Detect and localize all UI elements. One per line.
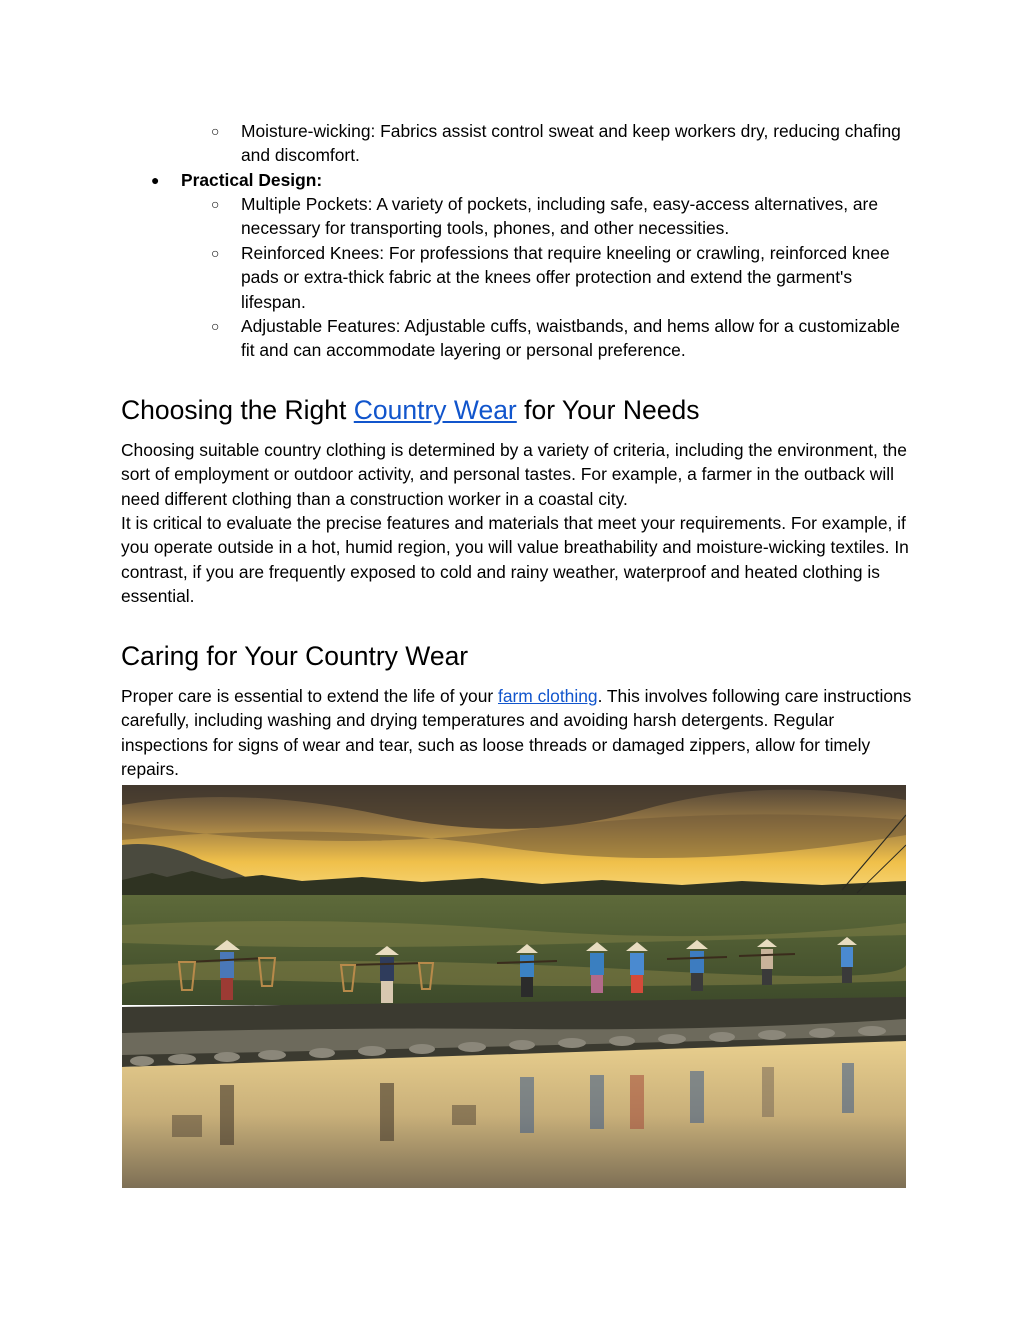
paragraph-evaluate-features: It is critical to evaluate the precise features and materials that meet your requirements. For example, if you operate outside in a hot, humid region, you will value breathability and moisture-wicking textiles. In contrast, if you are frequently exposed to cold and rainy weather, waterproof and heated clothing is essential. [121, 513, 909, 606]
list-item-multiple-pockets: ○ Multiple Pockets: A variety of pockets, including safe, easy-access alternatives, are necessary for transporting tools, phones, and other necessities. [211, 194, 878, 239]
hollow-bullet-icon: ○ [211, 318, 220, 334]
list-item-practical-design: ● Practical Design: [181, 168, 881, 192]
list-item-moisture-wicking: ○ Moisture-wicking: Fabrics assist control sweat and keep workers dry, reducing chafing and discomfort. [211, 121, 901, 166]
country-wear-link[interactable]: Country Wear [353, 395, 517, 425]
salt-field-workers-photo [122, 785, 906, 1188]
photo-illustration [122, 785, 906, 1188]
list-item-reinforced-knees: ○ Reinforced Knees: For professions that require kneeling or crawling, reinforced knee pads or extra-thick fabric at the knees offer protection and extend the garment's lifespan. [211, 243, 890, 312]
hollow-bullet-icon: ○ [211, 196, 220, 212]
hollow-bullet-icon: ○ [211, 245, 220, 261]
paragraph-caring: Proper care is essential to extend the life of your farm clothing. This involves following care instructions carefully, including washing and drying temperatures and avoiding harsh detergents. Regular inspections for signs of wear and tear, such as loose threads or damaged zippers, allow for timely repairs. [121, 686, 912, 779]
farm-clothing-link[interactable]: farm clothing [498, 686, 598, 706]
hollow-bullet-icon: ○ [211, 123, 220, 139]
filled-bullet-icon: ● [151, 172, 160, 188]
paragraph-choosing-criteria: Choosing suitable country clothing is determined by a variety of criteria, including the environment, the sort of employment or outdoor activity, and personal tastes. For example, a farmer in the outback will need different clothing than a construction worker in a coastal city. [121, 440, 907, 509]
list-item-adjustable-features: ○ Adjustable Features: Adjustable cuffs, waistbands, and hems allow for a customizable fit and can accommodate layering or personal preference. [211, 316, 900, 361]
heading-caring-country-wear: Caring for Your Country Wear [121, 641, 469, 671]
heading-choosing-right-country-wear: Choosing the Right Country Wear for Your Needs [121, 395, 700, 425]
